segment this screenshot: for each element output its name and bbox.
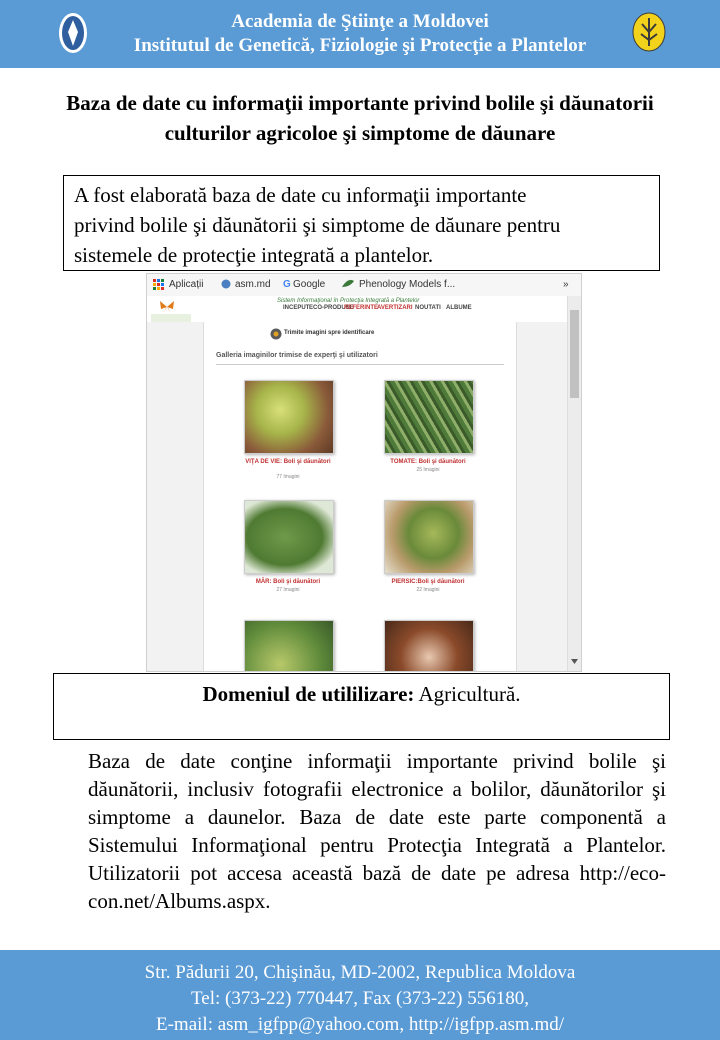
album-label-mar[interactable]: MĂR: Boli şi dăunători [255,579,321,585]
nav-avertizari[interactable]: AVERTIZARI [377,305,413,311]
intro-line-1: A fost elaborată baza de date cu informaţii importante [74,183,527,207]
apps-grid-icon [153,279,164,293]
site-title: Sistem Informaţional în Protecţia Integrată a Plantelor [277,298,420,304]
footer-contacts: E-mail: asm_igfpp@yahoo.com, http://igfpp.asm.md/ [156,1014,564,1035]
domain-value: Agricultură. [414,682,521,706]
album-label-piersic[interactable]: PIERSIC:Boli şi dăunători [391,579,465,585]
album-count-mar: 27 Imagini [276,587,300,593]
album-count-tomate: 25 Imagini [416,467,440,473]
footer-address: Str. Pădurii 20, Chişinău, MD-2002, Republica Moldova [144,962,576,983]
nav-inceput[interactable]: INCEPUT [283,305,310,311]
album-thumb-5[interactable] [244,620,334,672]
gallery-divider [216,364,504,365]
album-label-vita-de-vie[interactable]: VIŢA DE VIE: Boli şi dăunători [245,459,331,465]
leaf-icon [342,279,354,291]
send-images-link[interactable]: Trimite imagini spre identificare [284,330,375,336]
album-thumb-6[interactable] [384,620,474,672]
domain-label: Domeniul de utililizare: [202,682,415,706]
domain-box [53,673,670,740]
nav-eco-produse[interactable]: ECO-PRODUSE [309,305,354,311]
bookmark-phenology[interactable]: Phenology Models f... [359,279,456,290]
bookmarks-more[interactable]: » [563,279,569,290]
album-count-piersic: 22 Imagini [416,587,440,593]
nav-referinte[interactable]: REFERINTE [344,305,379,311]
institute-name: Institutul de Genetică, Fiziologie şi Protecţie a Plantelor [133,35,587,56]
header-banner [0,0,720,68]
bookmarks-bar [147,274,581,297]
gallery-title: Galleria imaginilor trimise de experţi şi utilizatori [216,352,378,359]
album-thumb-vita-de-vie[interactable] [244,380,334,454]
bookmark-google[interactable]: Google [293,279,326,290]
gallery-panel [203,322,517,671]
scrollbar-thumb[interactable] [570,310,579,398]
bookmark-asm[interactable]: asm.md [235,279,271,290]
nav-albume[interactable]: ALBUME [446,305,472,311]
intro-line-3: sistemele de protecţie integrată a plantelor. [74,243,434,267]
google-icon: G [283,279,291,290]
description-text: Baza de date conţine informaţii importante privind bolile şi dăunătorii, inclusiv fotografii electronice a bolilor, dăunătorilor şi simptome a daunelor. Baza de date este parte componentă a Sistemului Informaţional pentru Protecţia Integrată a Plantelor. Utilizatorii pot accesa această bază de date pe adresa http://eco-con.net/Albums.aspx. [88,749,666,913]
institute-emblem-icon [632,12,666,52]
globe-icon [221,279,231,292]
website-screenshot [146,273,582,672]
bookmark-apps[interactable]: Aplicații [169,279,204,290]
album-label-tomate[interactable]: TOMATE: Boli şi dăunători [390,459,466,465]
album-thumb-tomate[interactable] [384,380,474,454]
scroll-down-icon[interactable] [571,659,578,664]
academy-name: Academia de Ştiinţe a Moldovei [231,11,489,32]
camera-icon [270,328,282,340]
footer-banner [0,950,720,1040]
album-thumb-piersic[interactable] [384,500,474,574]
page-title: Baza de date cu informaţii importante privind bolile şi dăunatorii culturilor agricoloe şi simptome de dăunare [66,91,654,145]
intro-line-2: privind bolile şi dăunătorii şi simptome de dăunare pentru [74,213,561,237]
browser-scrollbar[interactable] [567,296,581,671]
site-header [147,296,567,322]
album-thumb-mar[interactable] [244,500,334,574]
footer-phone: Tel: (373-22) 770447, Fax (373-22) 556180, [191,988,529,1009]
album-count-vita-de-vie: 77 Imagini [276,474,300,480]
nav-noutati[interactable]: NOUTATI [415,305,441,311]
butterfly-icon [159,300,175,314]
site-logo-strip [151,314,191,322]
intro-box [63,175,660,271]
